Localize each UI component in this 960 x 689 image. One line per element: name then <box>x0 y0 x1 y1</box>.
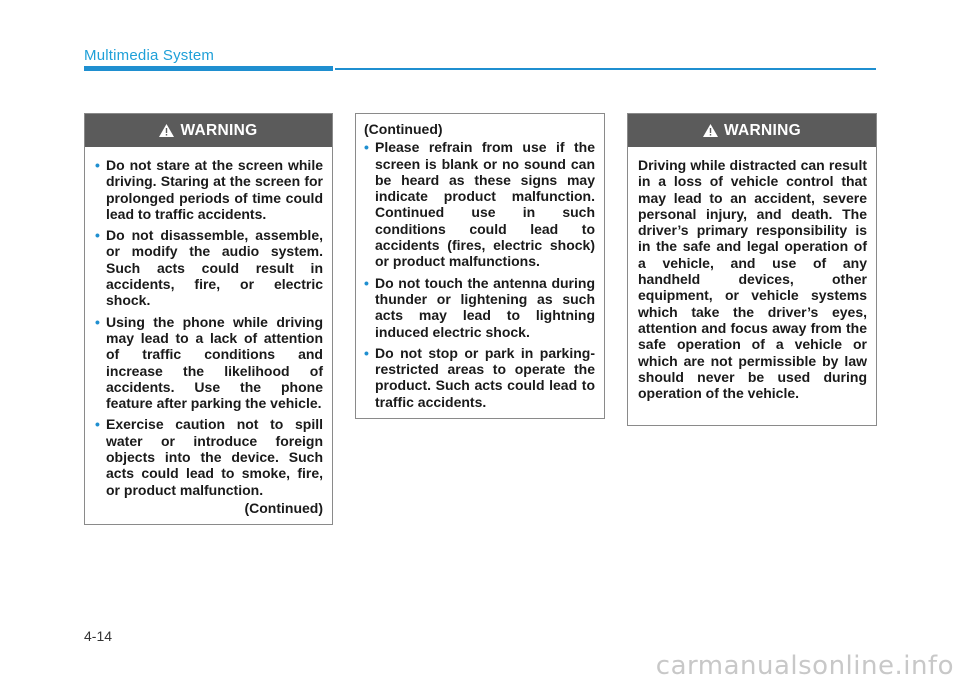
list-item: • Exercise caution not to spill water or introduce foreign objects into the device. Such acts could lead to smoke, fire, or product malfunction. <box>95 416 323 498</box>
header-bar-thin <box>335 68 876 70</box>
warning-heading: WARNING <box>180 121 258 139</box>
warning-paragraph: Driving while distracted can result in a loss of vehicle control that may lead to an accident, severe personal injury, and death. The driver’s primary responsibility is in the safe and legal operation of a vehicle, and use of any handheld devices, other equipment, or vehicle systems which take the driver’s eyes, attention and focus away from the safe operation of a vehicle or which are not permissible by law should never be used during operation of the vehicle. <box>638 157 867 402</box>
list-item: • Do not stare at the screen while driving. Staring at the screen for prolonged periods of time could lead to traffic accidents. <box>95 157 323 222</box>
bullet-icon: • <box>95 157 100 173</box>
list-item: • Using the phone while driving may lead to a lack of attention of traffic conditions and increase the likelihood of accidents. Use the phone feature after parking the vehicle. <box>95 313 323 412</box>
bullet-icon: • <box>95 313 100 330</box>
warning-triangle-icon <box>703 124 718 137</box>
warning-box-1 <box>84 113 333 525</box>
list-item: • Do not disassemble, assemble, or modify the audio system. Such acts could result in accidents, fire, or electric shock. <box>95 227 323 309</box>
watermark: carmanualsonline.info <box>655 651 954 681</box>
warning-triangle-icon <box>159 124 174 137</box>
list-item: • Do not stop or park in parking-restricted areas to operate the product. Such acts could lead to traffic accidents. <box>364 344 595 410</box>
continued-header: (Continued) <box>364 121 443 137</box>
warning-box-2 <box>627 113 877 426</box>
warning-header <box>628 114 876 147</box>
bullet-icon: • <box>95 416 100 433</box>
list-item: • Do not touch the antenna during thunder or lightening as such acts may lead to lightning induced electric shock. <box>364 274 595 340</box>
header-bar-thick <box>84 66 333 71</box>
list-item: • Please refrain from use if the screen is blank or no sound can be heard as these signs may indicate product malfunction. Continued use in such conditions could lead to accidents (fires, electric shock) or product malfunctions. <box>364 139 595 270</box>
bullet-icon: • <box>364 274 369 291</box>
warning-heading: WARNING <box>723 121 801 139</box>
continued-box <box>355 113 605 419</box>
bullet-icon: • <box>364 344 369 361</box>
header-title: Multimedia System <box>84 47 215 64</box>
page-number: 4-14 <box>84 628 113 644</box>
bullet-icon: • <box>364 139 369 156</box>
warning-header <box>85 114 332 147</box>
bullet-icon: • <box>95 227 100 244</box>
continued-list <box>364 139 595 410</box>
continued-label: (Continued) <box>244 499 323 516</box>
warning-list <box>95 157 323 498</box>
